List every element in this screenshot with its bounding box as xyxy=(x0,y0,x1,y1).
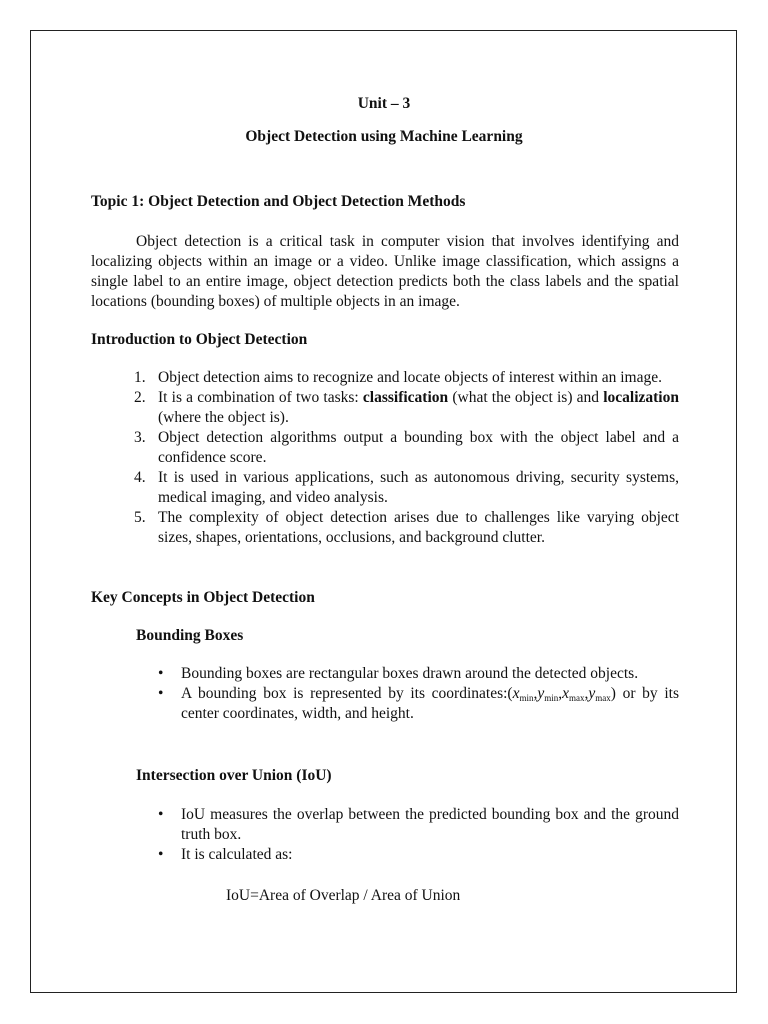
bullet-icon: • xyxy=(158,846,164,863)
coord-x-max: x xyxy=(562,685,570,702)
introduction-list xyxy=(134,368,679,548)
item-text-pre: It is a combination of two tasks: xyxy=(158,389,363,406)
item-number: 3. xyxy=(134,429,146,446)
intro-paragraph: Object detection is a critical task in computer vision that involves identifying and localizing objects within an image or a video. Unlike image classification, which assigns a single label to an entire image, object detection predicts both the class labels and the spatial locations (bounding boxes) of multiple objects in an image. xyxy=(91,233,679,310)
bullet-icon: • xyxy=(158,806,164,823)
item-number: 2. xyxy=(134,389,146,406)
unit-label: Unit – 3 xyxy=(357,95,411,112)
coord-x-min: x xyxy=(512,685,520,702)
list-item xyxy=(134,428,679,468)
item-text: IoU measures the overlap between the predicted bounding box and the ground truth box. xyxy=(181,806,679,843)
item-text: Object detection aims to recognize and locate objects of interest within an image. xyxy=(158,369,662,386)
bounding-boxes-list xyxy=(156,664,679,724)
item-text: It is used in various applications, such as autonomous driving, security systems, medical imaging, and video analysis. xyxy=(158,469,679,506)
bounding-boxes-heading: Bounding Boxes xyxy=(136,627,244,644)
list-item xyxy=(134,368,679,388)
list-item xyxy=(134,508,679,548)
iou-formula: IoU=Area of Overlap / Area of Union xyxy=(226,887,461,904)
separator: , xyxy=(584,685,589,702)
item-text: Bounding boxes are rectangular boxes drawn around the detected objects. xyxy=(181,665,639,682)
list-item xyxy=(134,388,679,428)
bullet-icon: • xyxy=(158,685,164,702)
item-text-pre: A bounding box is represented by its coordinates:( xyxy=(181,685,513,702)
item-text-mid: (what the object is) and xyxy=(448,389,604,406)
coord-y-min: y xyxy=(537,685,545,702)
list-item xyxy=(134,468,679,508)
item-number: 1. xyxy=(134,369,146,386)
separator: , xyxy=(533,685,538,702)
separator: , xyxy=(558,685,563,702)
iou-list xyxy=(156,805,679,865)
item-number: 5. xyxy=(134,509,146,526)
document-title: Object Detection using Machine Learning xyxy=(245,128,523,145)
topic-heading: Topic 1: Object Detection and Object Detection Methods xyxy=(91,193,466,210)
list-item xyxy=(156,845,679,865)
term-localization: localization xyxy=(603,389,679,406)
subscript-max: max xyxy=(595,693,611,703)
item-text: The complexity of object detection arises due to challenges like varying object sizes, shapes, orientations, occlusions, and background clutter. xyxy=(158,509,679,546)
item-text-post: ) or by its center coordinates, width, and height. xyxy=(181,685,679,722)
introduction-heading: Introduction to Object Detection xyxy=(91,331,308,348)
key-concepts-heading: Key Concepts in Object Detection xyxy=(91,589,315,606)
subscript-min: min xyxy=(544,693,559,703)
coord-y-max: y xyxy=(588,685,596,702)
term-classification: classification xyxy=(362,389,449,406)
item-number: 4. xyxy=(134,469,146,486)
list-item xyxy=(156,664,679,684)
subscript-max: max xyxy=(569,693,585,703)
list-item xyxy=(156,684,679,724)
subscript-min: min xyxy=(519,693,534,703)
bullet-icon: • xyxy=(158,665,164,682)
iou-heading: Intersection over Union (IoU) xyxy=(136,767,332,784)
item-text: Object detection algorithms output a bounding box with the object label and a confidence score. xyxy=(158,429,679,466)
item-text-post: (where the object is). xyxy=(158,409,289,426)
item-text: It is calculated as: xyxy=(181,846,293,863)
list-item xyxy=(156,805,679,845)
